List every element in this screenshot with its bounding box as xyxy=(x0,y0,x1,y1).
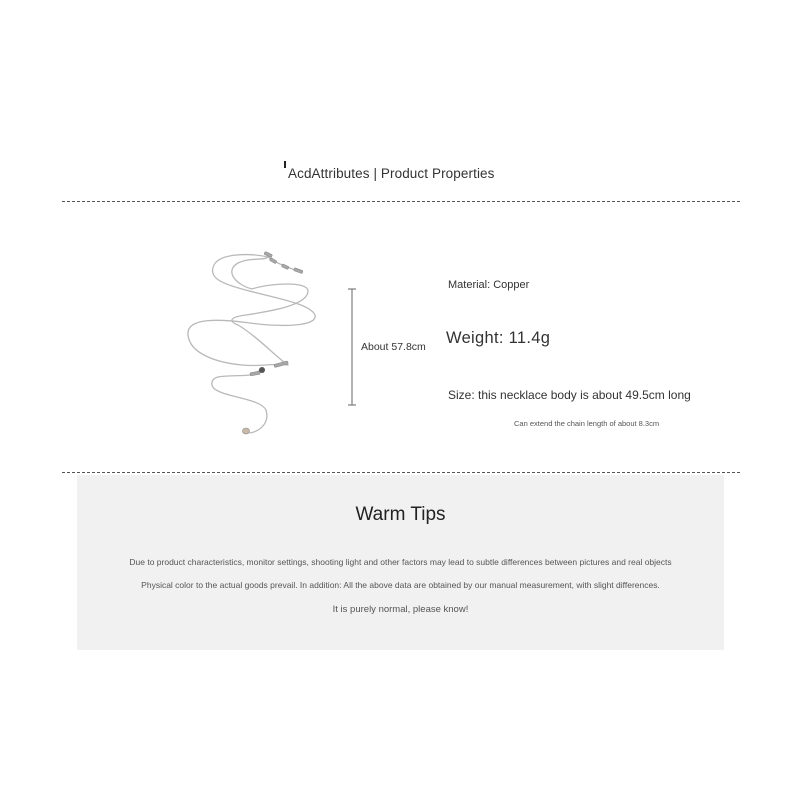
warm-tips-panel xyxy=(77,475,724,650)
length-label: About 57.8cm xyxy=(361,341,426,353)
bottom-dashed-divider xyxy=(62,472,740,473)
material-text: Material: Copper xyxy=(448,279,530,291)
extension-note: Can extend the chain length of about 8.3cm xyxy=(514,419,660,428)
size-text: Size: this necklace body is about 49.5cm long xyxy=(448,388,691,402)
weight-text: Weight: 11.4g xyxy=(446,329,551,347)
warm-tips-title: Warm Tips xyxy=(355,504,446,525)
necklace-image xyxy=(180,245,320,440)
top-dashed-divider xyxy=(62,201,740,202)
tips-line-1: Due to product characteristics, monitor settings, shooting light and other factors may lead to subtle differences between pictures and real objects xyxy=(129,557,672,567)
header-accent-mark xyxy=(284,161,286,168)
tips-line-3: It is purely normal, please know! xyxy=(332,604,469,615)
length-measure-line xyxy=(346,288,358,406)
tips-line-2: Physical color to the actual goods prevail. In addition: All the above data are obtained by our manual measurement, with slight differences. xyxy=(141,580,660,590)
section-title: AcdAttributes | Product Properties xyxy=(288,166,495,181)
